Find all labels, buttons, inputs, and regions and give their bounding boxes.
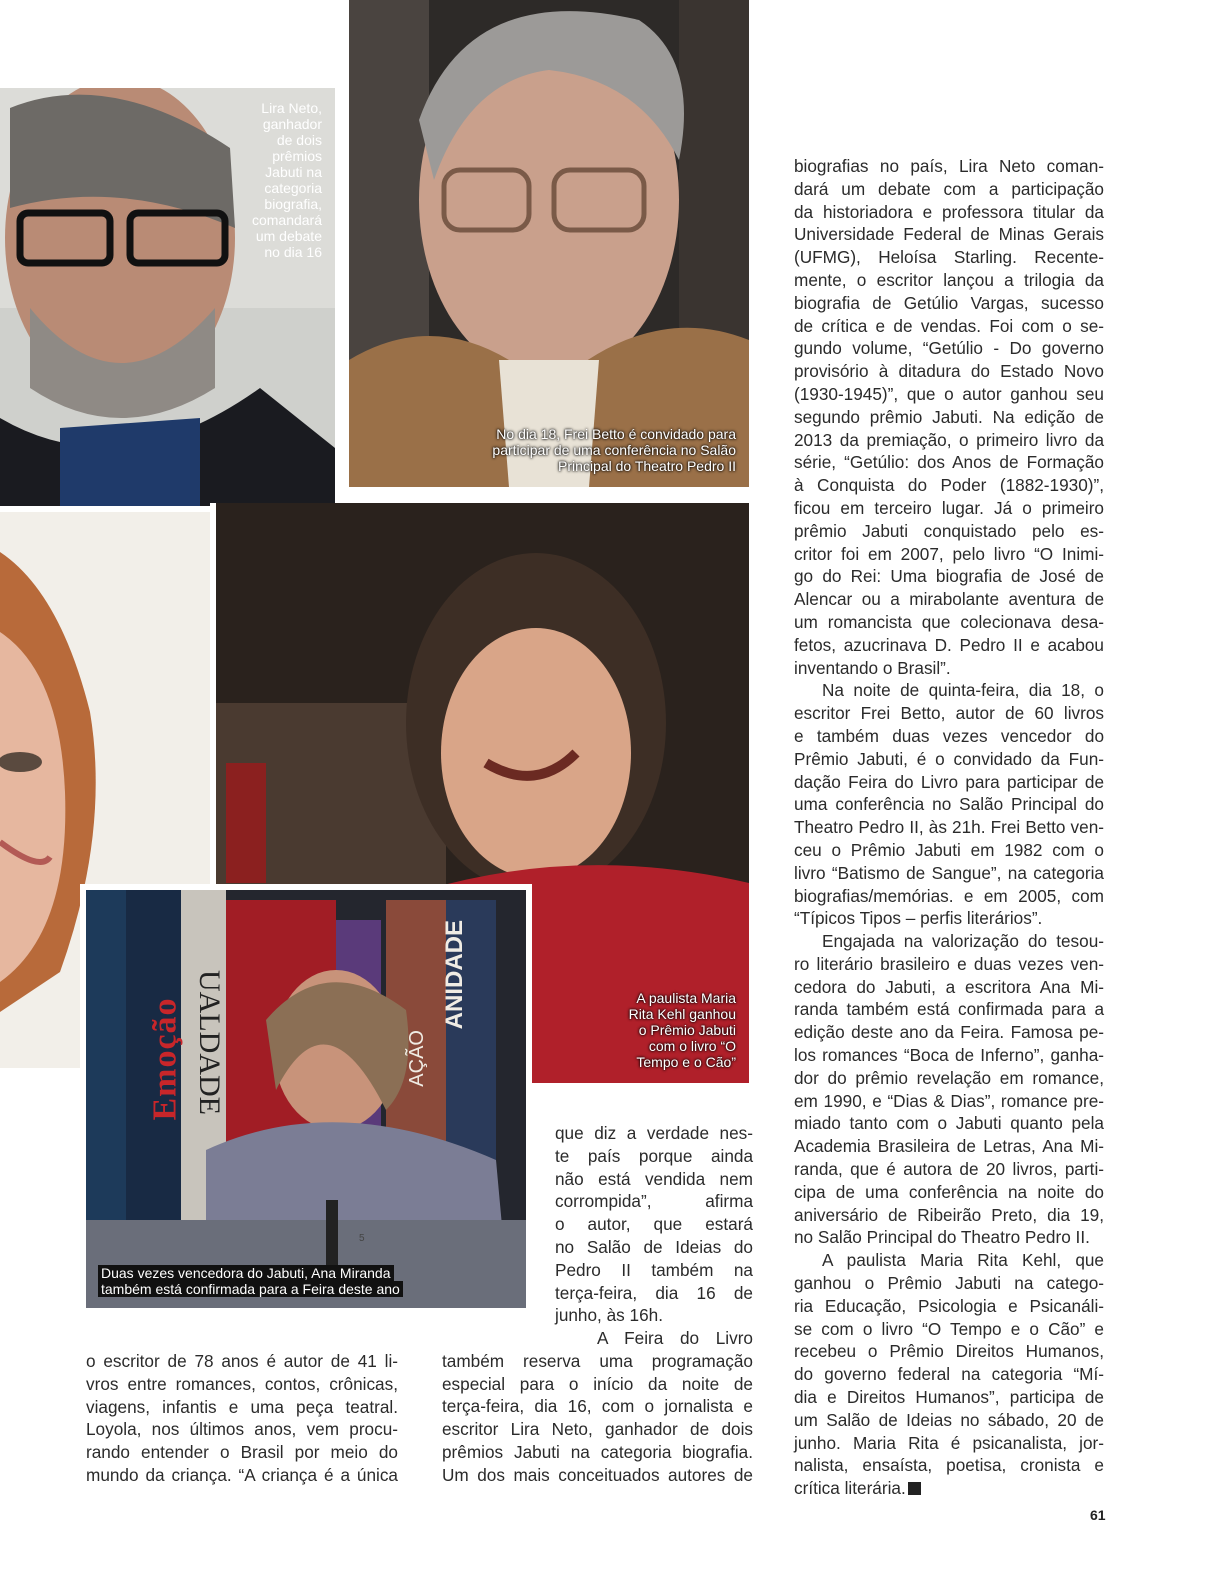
caption-line: Lira Neto, <box>261 100 322 116</box>
text-line: “Típicos Tipos – perfis literários”. <box>794 908 1043 929</box>
book-spine-text: ANIDADE <box>441 920 468 1030</box>
text-line: junho, às 16h. <box>555 1305 663 1326</box>
caption-maria-rita <box>618 990 736 1070</box>
text-line: no Salão Principal do Theatro Pedro II. <box>794 1227 1090 1248</box>
text-line: dação Feira do Livro para participar de <box>794 771 1104 792</box>
text-line: Na noite de quinta-feira, dia 18, o <box>822 680 1104 701</box>
text-line: se com o livro “O Tempo e o Cão” e <box>794 1318 1104 1339</box>
caption-line: Rita Kehl ganhou <box>628 1006 736 1022</box>
text-line: especial para o início da noite de <box>442 1373 753 1394</box>
caption-line: prêmios <box>272 148 322 164</box>
text-line: go do Rei: Uma biografia de José de <box>794 566 1104 587</box>
text-line: biografias/memórias. e em 2005, com <box>794 885 1104 906</box>
caption-line: A paulista Maria <box>636 990 736 1006</box>
caption-line: de dois <box>276 132 322 148</box>
book-spine-text: Emoção <box>146 997 184 1121</box>
text-line: provisório à ditadura do Estado Novo <box>794 361 1104 382</box>
text-line: mundo da criança. “A criança é a única <box>86 1464 398 1485</box>
text-line: ficou em terceiro lugar. Já o primeiro <box>794 497 1104 518</box>
caption-line: no dia 16 <box>264 244 322 260</box>
caption-lira-neto <box>230 100 322 260</box>
text-line: los romances “Boca de Inferno”, ganha- <box>794 1045 1104 1066</box>
text-line: Academia Brasileira de Letras, Ana Mi- <box>794 1136 1104 1157</box>
book-spine-text: AÇÃO <box>406 1030 428 1087</box>
text-line: aniversário de Ribeirão Preto, dia 19, <box>794 1204 1104 1225</box>
text-line: (UFMG), Heloísa Starling. Recente- <box>794 247 1104 268</box>
text-line: terça-feira, dia 16 de <box>555 1282 753 1303</box>
text-line: edição deste ano da Feira. Famosa pe- <box>794 1022 1104 1043</box>
text-line: junho. Maria Rita é psicanalista, jor- <box>794 1432 1104 1453</box>
text-line: Um dos mais conceituados autores de <box>442 1464 753 1485</box>
text-line: A paulista Maria Rita Kehl, que <box>822 1250 1104 1271</box>
text-line: randa, que é autora de 20 livros, parti- <box>794 1159 1104 1180</box>
column-left-bottom <box>86 1350 398 1487</box>
text-line: dor do prêmio revelação em romance, <box>794 1067 1104 1088</box>
caption-line: comandará <box>251 212 322 228</box>
text-line: te país porque ainda <box>555 1145 753 1166</box>
text-line: vros entre romances, contos, crônicas, <box>86 1373 398 1394</box>
text-line: gundo volume, “Getúlio - Do governo <box>794 338 1104 359</box>
text-line: segundo prêmio Jabuti. Na edição de <box>794 406 1104 427</box>
text-line: ro literário brasileiro e duas vezes ven- <box>794 953 1104 974</box>
caption-line: categoria <box>264 180 322 196</box>
text-line: corrompida”, afirma <box>555 1191 753 1212</box>
text-line: rando entender o Brasil por meio do <box>86 1442 398 1463</box>
caption-line <box>98 1265 438 1281</box>
text-line: cedora do Jabuti, a escritora Ana Mi- <box>794 976 1104 997</box>
caption-frei-betto <box>460 426 736 474</box>
text-line: dará um debate com a participação <box>794 178 1104 199</box>
photo-ana-miranda <box>86 890 526 1308</box>
text-line: recebeu o Prêmio Direitos Humanos, <box>794 1341 1104 1362</box>
caption-line: ganhador <box>262 116 322 132</box>
text-line: ganhou o Prêmio Jabuti na catego- <box>794 1273 1104 1294</box>
text-line: 2013 da premiação, o primeiro livro da <box>794 429 1104 450</box>
caption-line: biografia, <box>264 196 322 212</box>
text-line: (1930-1945)”, que o autor ganhou seu <box>794 383 1104 404</box>
text-line: da historiadora e professora titular da <box>794 201 1104 222</box>
photo-frei-betto <box>349 0 749 487</box>
text-line: ria Educação, Psicologia e Psicanáli- <box>794 1295 1104 1316</box>
column-middle-top <box>555 1122 753 1327</box>
text-line: prêmio Jabuti conquistado pelo es- <box>794 520 1104 541</box>
text-line: série, “Getúlio: dos Anos de Formação <box>794 452 1104 473</box>
text-line: escritor Frei Betto, autor de 60 livros <box>794 703 1104 724</box>
text-line: que diz a verdade nes- <box>555 1123 753 1143</box>
text-line: Loyola, nos últimos anos, vem procu- <box>86 1419 398 1440</box>
text-line: cipa de uma conferência na noite do <box>794 1181 1104 1202</box>
caption-ana-miranda <box>98 1265 438 1297</box>
text-line: não está vendida nem <box>555 1168 753 1189</box>
text-line: de crítica e de vendas. Foi com o se- <box>794 315 1104 336</box>
text-line: ceu o Prêmio Jabuti em 1982 com o <box>794 839 1104 860</box>
caption-line: participar de uma conferência no Salão <box>492 442 736 458</box>
caption-line: o Prêmio Jabuti <box>638 1022 736 1038</box>
caption-line: Duas vezes vencedora do Jabuti, Ana Miranda <box>98 1265 394 1281</box>
text-line: à Conquista do Poder (1882-1930)”, <box>794 475 1104 496</box>
end-of-article-mark-icon <box>908 1482 921 1495</box>
text-line: mente, o escritor lançou a trilogia da <box>794 269 1104 290</box>
caption-line: também está confirmada para a Feira deste ano <box>98 1281 403 1297</box>
column-middle-bottom <box>442 1327 753 1487</box>
caption-line: No dia 18, Frei Betto é convidado para <box>496 426 736 442</box>
text-line: Alencar ou a mirabolante aventura de <box>794 589 1104 610</box>
text-line: Theatro Pedro II, às 21h. Frei Betto ven- <box>794 817 1104 838</box>
text-line: livro “Batismo de Sangue”, na categoria <box>794 862 1104 883</box>
text-line: em 1990, e “Dias & Dias”, romance pre- <box>794 1090 1104 1111</box>
text-line: terça-feira, dia 16, com o jornalista e <box>442 1396 753 1417</box>
column-right <box>794 155 1104 1500</box>
text-line: o autor, que estará <box>555 1214 753 1235</box>
text-line: crítica literária. <box>794 1477 1104 1500</box>
text-line: o escritor de 78 anos é autor de 41 li- <box>86 1351 398 1371</box>
caption-line: Jabuti na <box>265 164 322 180</box>
caption-line: Principal do Theatro Pedro II <box>558 458 736 474</box>
book-spine-text: UALDADE <box>193 970 226 1115</box>
text-line: também reserva uma programação <box>442 1350 753 1371</box>
text-line: fetos, azucrinava D. Pedro II e acabou <box>794 634 1104 655</box>
caption-line: um debate <box>255 228 322 244</box>
text-line: escritor Lira Neto, ganhador de dois <box>442 1419 753 1440</box>
text-line: critor foi em 2007, pelo livro “O Inimi- <box>794 543 1104 564</box>
text-line: prêmios Jabuti na categoria biografia. <box>442 1441 753 1462</box>
text-line: biografia de Getúlio Vargas, sucesso <box>794 292 1104 313</box>
text-line: A Feira do Livro <box>597 1328 753 1348</box>
text-line: biografias no país, Lira Neto coman- <box>794 156 1104 176</box>
text-line: uma conferência no Salão Principal do <box>794 794 1104 815</box>
text-line: Universidade Federal de Minas Gerais <box>794 224 1104 245</box>
text-line: Prêmio Jabuti, é o convidado da Fun- <box>794 748 1104 769</box>
text-line: randa também está confirmada para a <box>794 999 1104 1020</box>
text-line: dia e Direitos Humanos”, participa de <box>794 1387 1104 1408</box>
text-line: e também duas vezes vencedor do <box>794 725 1104 746</box>
page-number: 61 <box>1090 1507 1106 1523</box>
text-line: Pedro II também na <box>555 1259 753 1280</box>
text-line: nalista, ensaísta, poetisa, cronista e <box>794 1455 1104 1476</box>
text-line: miado tanto com o Jabuti quanto pela <box>794 1113 1104 1134</box>
caption-line: Tempo e o Cão” <box>636 1054 736 1070</box>
text-line: viagens, infantis e uma peça teatral. <box>86 1396 398 1417</box>
text-line: um romancista que colecionava desa- <box>794 611 1104 632</box>
text-line: um Salão de Ideias no sábado, 20 de <box>794 1409 1104 1430</box>
text-line: no Salão de Ideias do <box>555 1236 753 1257</box>
caption-line <box>98 1281 438 1297</box>
name-card-number: 5 <box>359 1233 365 1244</box>
text-line: Engajada na valorização do tesou- <box>822 931 1104 952</box>
text-line: do governo federal na categoria “Mí- <box>794 1364 1104 1385</box>
text-line: inventando o Brasil”. <box>794 657 951 678</box>
caption-line: com o livro “O <box>648 1038 736 1054</box>
